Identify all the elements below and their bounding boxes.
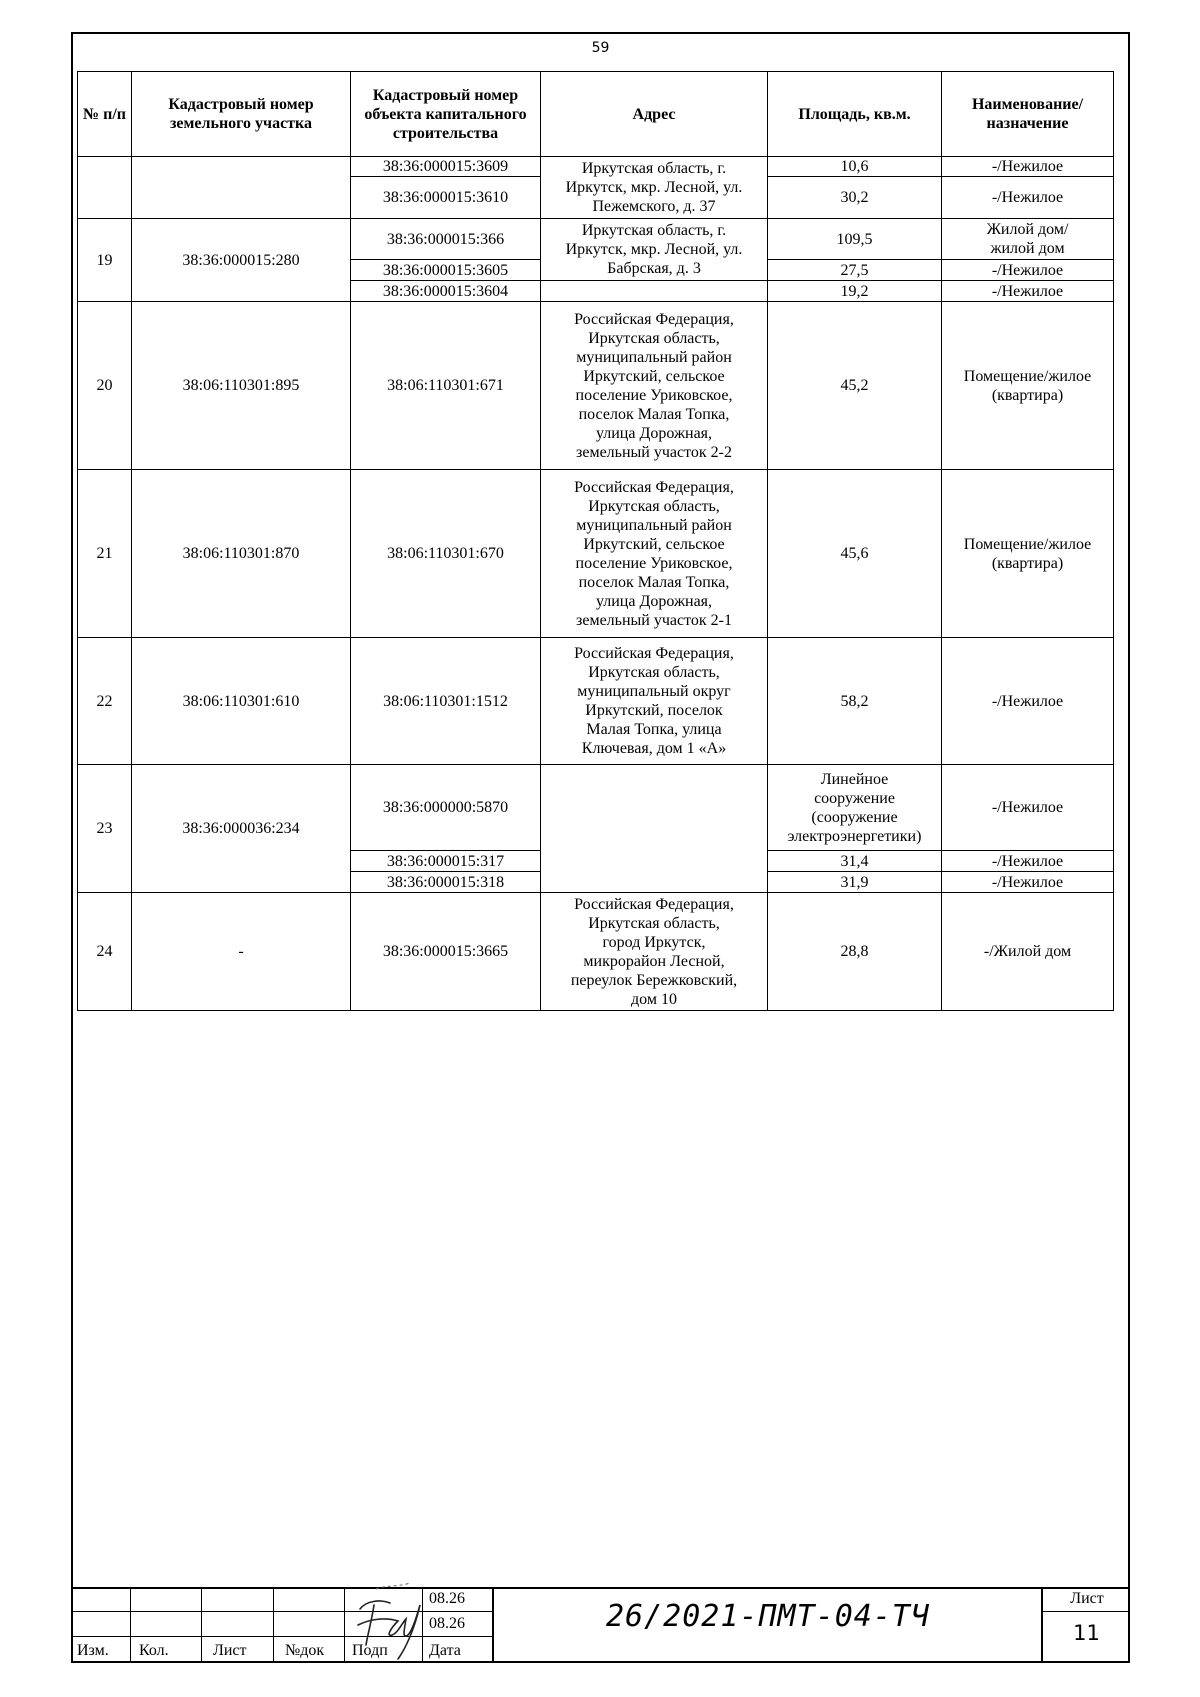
header-address: Адрес [541,72,768,157]
cell-area: 31,9 [768,872,942,893]
title-block-line [201,1587,202,1663]
table-row [78,893,1114,1011]
cell-address: Российская Федерация, Иркутская область, муниципальный район Иркутский, сельское поселение Уриковское, поселок Малая Топка, улица Дорожная, земельный участок 2-1 [541,470,768,638]
cell-object: 38:36:000015:318 [351,872,541,893]
cell-land: 38:36:000036:234 [132,765,351,893]
cell-address [541,281,768,302]
signature-image [346,1579,426,1663]
table-row [78,219,1114,260]
cell-object: 38:36:000015:3604 [351,281,541,302]
cell-area: 27,5 [768,260,942,281]
cell-address: Российская Федерация, Иркутская область, муниципальный район Иркутский, сельское поселение Уриковское, поселок Малая Топка, улица Дорожная, земельный участок 2-2 [541,302,768,470]
table-row [78,470,1114,638]
title-block-line [71,1636,492,1637]
cell-address: Российская Федерация, Иркутская область, город Иркутск, микрорайон Лесной, переулок Бережковский, дом 10 [541,893,768,1011]
label-list: Лист [213,1642,247,1659]
cell-num: 19 [78,219,132,302]
cell-name: -/Нежилое [942,872,1114,893]
cell-name: -/Нежилое [942,177,1114,219]
cell-land: 38:06:110301:895 [132,302,351,470]
cell-area: 45,6 [768,470,942,638]
title-block-top-line [71,1587,1130,1589]
label-izm: Изм. [77,1642,109,1659]
table-row [78,638,1114,765]
register-table [77,71,1114,1011]
cell-name: -/Нежилое [942,851,1114,872]
label-ndok: №док [285,1642,325,1659]
label-podp: Подп [352,1642,388,1659]
date-2: 08.26 [429,1615,465,1632]
cell-object: 38:36:000015:3609 [351,157,541,177]
cell-object: 38:36:000015:3610 [351,177,541,219]
cell-num [78,157,132,219]
cell-num: 23 [78,765,132,893]
title-block-line [273,1587,274,1663]
cell-area: 10,6 [768,157,942,177]
cell-address: Иркутская область, г. Иркутск, мкр. Лесной, ул. Бабрская, д. 3 [541,219,768,281]
page-number: 59 [591,40,610,56]
sheet-number: 11 [1073,1621,1100,1645]
header-num: № п/п [78,72,132,157]
label-data: Дата [429,1642,461,1659]
cell-area: 58,2 [768,638,942,765]
cell-area: 31,4 [768,851,942,872]
cell-land: 38:06:110301:610 [132,638,351,765]
cell-land: 38:36:000015:280 [132,219,351,302]
sheet-label: Лист [1070,1590,1104,1607]
header-object-cadastral: Кадастровый номер объекта капитального строительства [351,72,541,157]
table-row [78,157,1114,177]
cell-address: Иркутская область, г. Иркутск, мкр. Лесной, ул. Пежемского, д. 37 [541,157,768,219]
cell-object: 38:06:110301:1512 [351,638,541,765]
title-block-line [71,1611,492,1612]
cell-name: Жилой дом/ жилой дом [942,219,1114,260]
header-land-cadastral: Кадастровый номер земельного участка [132,72,351,157]
cell-object: 38:36:000015:366 [351,219,541,260]
cell-name: Помещение/жилое (квартира) [942,470,1114,638]
title-block-line [344,1587,345,1663]
cell-address: Российская Федерация, Иркутская область, муниципальный округ Иркутский, поселок Малая Топка, улица Ключевая, дом 1 «А» [541,638,768,765]
date-1: 08.26 [429,1590,465,1607]
title-block-line [130,1587,131,1663]
table-row [78,765,1114,851]
title-block-line [492,1587,494,1663]
cell-land: 38:06:110301:870 [132,470,351,638]
cell-object: 38:36:000015:3605 [351,260,541,281]
cell-land [132,157,351,219]
cell-num: 22 [78,638,132,765]
cell-num: 24 [78,893,132,1011]
cell-area: 45,2 [768,302,942,470]
cell-object: 38:06:110301:671 [351,302,541,470]
cell-num: 20 [78,302,132,470]
cell-object: 38:36:000015:3665 [351,893,541,1011]
cell-name: -/Нежилое [942,638,1114,765]
cell-name: -/Нежилое [942,260,1114,281]
cell-name: -/Жилой дом [942,893,1114,1011]
cell-address [541,765,768,893]
document-code: 26/2021-ПМТ-04-ТЧ [606,1599,931,1634]
label-kol: Кол. [139,1642,169,1659]
table-row [78,302,1114,470]
cell-num: 21 [78,470,132,638]
cell-area: 19,2 [768,281,942,302]
table-header-row [78,72,1114,157]
header-name: Наименование/ назначение [942,72,1114,157]
cell-area: Линейное сооружение (сооружение электроэнергетики) [768,765,942,851]
cell-name: -/Нежилое [942,157,1114,177]
header-area: Площадь, кв.м. [768,72,942,157]
cell-name: -/Нежилое [942,281,1114,302]
cell-name: Помещение/жилое (квартира) [942,302,1114,470]
cell-object: 38:06:110301:670 [351,470,541,638]
cell-object: 38:36:000015:317 [351,851,541,872]
cell-land: - [132,893,351,1011]
title-block-line [1041,1611,1130,1612]
cell-area: 109,5 [768,219,942,260]
cell-name: -/Нежилое [942,765,1114,851]
cell-area: 30,2 [768,177,942,219]
title-block [71,1587,1130,1663]
cell-object: 38:36:000000:5870 [351,765,541,851]
cell-area: 28,8 [768,893,942,1011]
